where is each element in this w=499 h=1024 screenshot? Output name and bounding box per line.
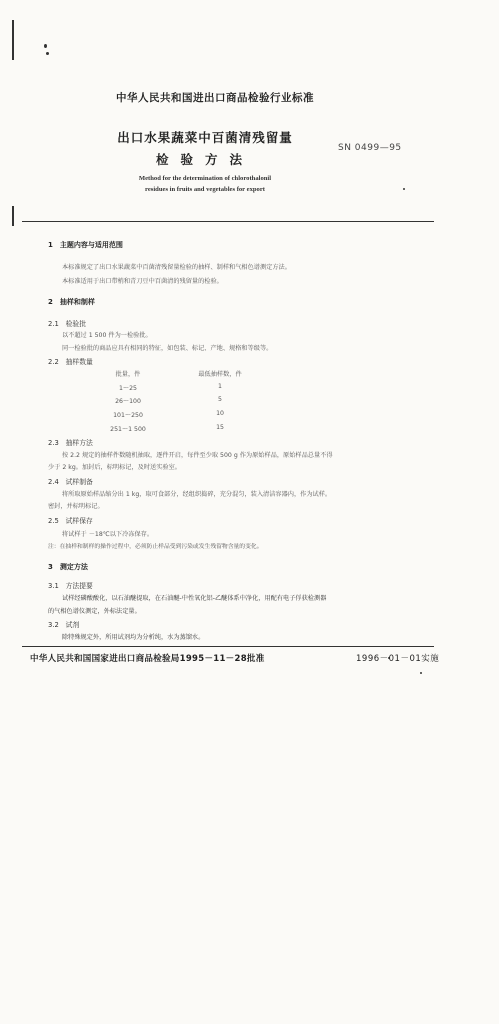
footer-divider [22, 646, 434, 647]
binding-mark-mid [12, 206, 14, 226]
standard-category: 中华人民共和国进出口商品检验行业标准 [116, 92, 314, 104]
table-cell: 5 [218, 396, 222, 403]
table-cell: 15 [216, 424, 224, 431]
section-2-3-paragraph-1: 按 2.2 规定的抽样件数随机抽取，逐件开启，每件至少取 500 g 作为原始样品，原始样品总量不得 [62, 452, 333, 459]
section-2-heading: 2 抽样和制样 [48, 298, 95, 306]
section-2-4-paragraph-1: 将所取原始样品缩分出 1 kg，取可食部分，经组织捣碎，充分混匀，装入清洁容器内，作为试样。 [62, 491, 332, 498]
section-2-5-paragraph-1: 将试样于 －18℃以下冷冻保存。 [62, 531, 154, 538]
section-2-5-note: 注：在抽样和制样的操作过程中，必须防止样品受到污染或发生残留物含量的变化。 [48, 544, 263, 550]
approval-statement: 中华人民共和国国家进出口商品检验局1995－11－28批准 [30, 654, 265, 664]
header-divider [22, 221, 434, 222]
english-title-line1: Method for the determination of chlorothalonil [138, 175, 272, 182]
section-3-2-paragraph-1: 除特殊规定外，所用试剂均为分析纯，水为蒸馏水。 [62, 634, 205, 641]
table-cell: 101～250 [113, 412, 143, 419]
document-title-line1: 出口水果蔬菜中百菌清残留量 [117, 130, 293, 145]
section-3-heading: 3 测定方法 [48, 563, 88, 571]
section-2-1-paragraph-2: 同一检验批的商品应具有相同的特征，如包装、标记、产地、规格和等级等。 [62, 345, 273, 352]
implementation-date: 1996－01－01实施 [356, 654, 440, 664]
scan-speck [44, 44, 47, 48]
english-title-line2: residues in fruits and vegetables for export [145, 186, 265, 193]
section-1-paragraph-1: 本标准规定了出口水果蔬菜中百菌清残留量检验的抽样、制样和气相色谱测定方法。 [62, 264, 291, 271]
binding-mark-top [12, 20, 14, 60]
scan-speck [420, 672, 422, 674]
section-2-3-heading: 2.3 抽样方法 [48, 439, 93, 447]
scan-speck [46, 52, 49, 55]
section-3-1-heading: 3.1 方法提要 [48, 582, 93, 590]
document-title-line2: 检验方法 [155, 152, 254, 167]
section-2-5-heading: 2.5 试样保存 [48, 517, 93, 525]
table-cell: 1 [218, 383, 222, 390]
table-cell: 10 [216, 410, 224, 417]
section-1-paragraph-2: 本标准适用于出口带梢和青刀豆中百菌清的残留量的检验。 [62, 278, 223, 285]
section-3-1-paragraph-2: 的气相色谱仪测定，外标法定量。 [48, 608, 141, 615]
table-cell: 1～25 [119, 385, 137, 392]
section-2-1-paragraph-1: 以不超过 1 500 件为一检验批。 [62, 332, 152, 339]
section-2-4-paragraph-2: 密封，并标明标记。 [48, 503, 104, 510]
section-2-4-heading: 2.4 试样制备 [48, 478, 93, 486]
section-2-2-heading: 2.2 抽样数量 [48, 358, 93, 366]
table-header-cell: 批量，件 [115, 371, 141, 378]
section-3-2-heading: 3.2 试剂 [48, 621, 80, 629]
table-cell: 26～100 [115, 398, 141, 405]
section-2-1-heading: 2.1 检验批 [48, 320, 86, 328]
section-2-3-paragraph-2: 少于 2 kg。加封后，标明标记，及时送实验室。 [48, 464, 181, 471]
table-cell: 251～1 500 [110, 426, 146, 433]
section-3-1-paragraph-1: 试样经磷酸酸化，以石油醚提取，在石油醚-中性氧化铝-乙醚体系中净化，用配有电子俘获检测器 [62, 595, 327, 602]
section-1-heading: 1 主题内容与适用范围 [48, 241, 123, 249]
standard-number: SN 0499—95 [338, 143, 402, 153]
table-header-cell: 最低抽样数，件 [198, 371, 242, 378]
